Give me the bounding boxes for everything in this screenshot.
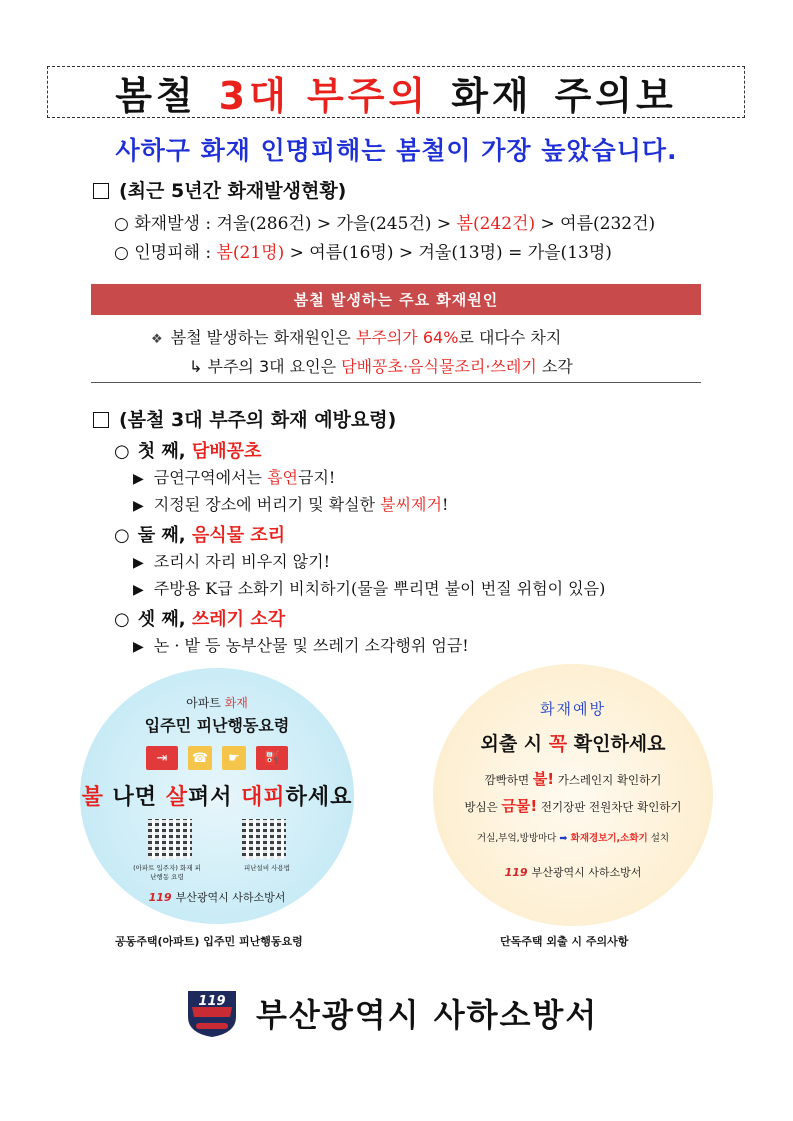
bullet-no-burning: ▶ 논 · 밭 등 농부산물 및 쓰레기 소각행위 엄금! [133, 636, 469, 655]
footer-organization: 부산광역시 사하소방서 [256, 996, 599, 1034]
divider [91, 382, 701, 383]
poster-slogan: 불 나면 살펴서 대피하세요 [81, 785, 353, 810]
exit-icon: ⇥ [146, 746, 178, 770]
qr-caption: 피난설비 사용법 [243, 864, 291, 872]
poster-caption: 단독주택 외출 시 주의사항 [500, 935, 629, 948]
cause-banner: 봄철 발생하는 주요 화재원인 [91, 284, 701, 315]
poster-line-alarm: 거실,부엌,방방마다 ➡ 화재경보기,소화기 설치 [476, 833, 670, 844]
title-highlight: 3대 부주의 [218, 73, 430, 118]
page-title [47, 66, 745, 118]
poster-line-gas: 깜빡하면 불! 가스레인지 확인하기 [484, 770, 662, 788]
fire-alarm-icon: ☎ [188, 746, 212, 770]
poster-header: 화재예방 [540, 700, 606, 718]
checkbox-icon [93, 412, 109, 428]
fire-station-logo-icon [184, 987, 240, 1039]
arrow-right-icon: ➡ [559, 833, 568, 844]
casualty-line: ○ 인명피해 : 봄(21명) > 여름(16명) > 겨울(13명) = 가을(13명) [114, 243, 612, 263]
item-cigarette: ○ 첫 째, 담배꽁초 [114, 441, 262, 462]
fire-count-line: ○ 화재발생 : 겨울(286건) > 가을(245건) > 봄(242건) > 여름(232건) [114, 214, 656, 234]
poster-title-small: 아파트 화재 [186, 696, 248, 710]
hand-icon: ☛ [222, 746, 246, 770]
checkbox-icon [93, 183, 109, 199]
poster-title: 입주민 피난행동요령 [144, 716, 290, 735]
qr-code-icon[interactable] [242, 819, 286, 859]
section2-heading: (봄철 3대 부주의 화재 예방요령) [93, 405, 396, 432]
qr-code-icon[interactable] [148, 819, 192, 859]
bullet-stay: ▶ 조리시 자리 비우지 않기! [133, 552, 331, 571]
title-part: 화재 [451, 73, 533, 118]
poster-brand: 119 부산광역시 사하소방서 [504, 866, 642, 879]
poster-line-electric: 방심은 금물! 전기장판 전원차단 확인하기 [464, 797, 682, 815]
house-fire-prevention-poster [433, 664, 713, 926]
triangle-icon: ▶ [133, 582, 144, 598]
apartment-evacuation-poster [80, 668, 354, 924]
evacuation-icons [146, 746, 288, 770]
bullet-no-smoking: ▶ 금연구역에서는 흡연금지! [133, 468, 336, 487]
section1-heading: (최근 5년간 화재발생현황) [93, 176, 346, 203]
title-part: 주의보 [554, 73, 677, 118]
triangle-icon: ▶ [133, 639, 144, 655]
triangle-icon: ▶ [133, 498, 144, 514]
cause-line-2: ↳ 부주의 3대 요인은 담배꽁초·음식물조리·쓰레기 소각 [189, 357, 573, 376]
poster-caption: 공동주택(아파트) 입주민 피난행동요령 [115, 935, 303, 948]
qr-caption: (아파트 입주자) 화재 피난행동 요령 [133, 864, 201, 881]
subtitle: 사하구 화재 인명피해는 봄철이 가장 높았습니다. [115, 136, 678, 165]
poster-title: 외출 시 꼭 확인하세요 [480, 733, 666, 755]
poster-brand: 119 부산광역시 사하소방서 [148, 891, 286, 904]
triangle-icon: ▶ [133, 555, 144, 571]
bullet-extinguish: ▶ 지정된 장소에 버리기 및 확실한 불씨제거! [133, 495, 449, 514]
svg-text:119: 119 [198, 994, 226, 1009]
title-part: 봄철 [115, 73, 197, 118]
extinguisher-icon: ⛽ [256, 746, 288, 770]
triangle-icon: ▶ [133, 471, 144, 487]
item-burning: ○ 셋 째, 쓰레기 소각 [114, 609, 286, 630]
bullet-k-extinguisher: ▶ 주방용 K급 소화기 비치하기(물을 뿌리면 불이 번질 위험이 있음) [133, 579, 606, 598]
cause-line-1: ❖ 봄철 발생하는 화재원인은 부주의가 64%로 대다수 차지 [151, 328, 562, 347]
item-cooking: ○ 둘 째, 음식물 조리 [114, 525, 286, 546]
diamond-icon: ❖ [151, 332, 163, 347]
